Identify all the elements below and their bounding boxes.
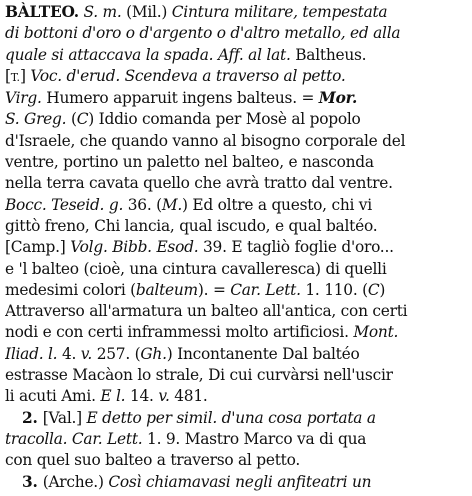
entry-line [5,131,467,152]
text-run: 1. 110. ( [300,280,368,299]
text-run: tracolla. Car. Lett. [5,429,143,448]
text-run: 1. 9. Mastro Marco va di qua [142,429,367,448]
text-run: gittò freno, Chi lancia, qual iscudo, e qual baltéo. [5,216,378,235]
text-run: e 'l balteo (cioè, una cintura cavalleresca) di quelli [5,259,387,278]
entry-line [5,429,467,450]
text-run: ) Ed oltre a questo, chi vi [182,195,372,214]
entry-line [5,322,467,343]
text-run: Virg. [5,89,42,108]
sense-number: 3. [22,472,43,491]
text-run: li acuti Ami. [5,387,101,406]
text-run: S. m. [78,3,122,21]
entry-line [5,2,467,23]
text-run: Car. Lett. [230,280,301,299]
text-run: Iliad. l. [5,344,58,363]
entry-line [5,386,467,407]
text-run: ( [66,110,77,129]
text-run: E detto per simil. d'una cosa portata a [86,408,376,427]
text-run: Voc. d'erud. Scendeva a traverso al petto. [30,66,346,85]
text-run: con quel suo balteo a traverso al petto. [5,451,300,470]
text-run: ] [19,66,31,85]
text-run: [Val.] [42,408,87,427]
entry-line [5,195,467,216]
entry-line [5,45,467,66]
text-run: S. Greg. [5,110,67,129]
text-run: E l. [100,387,126,406]
text-run: Così chiamavasi negli anfiteatri un [108,472,372,491]
text-run: v. [80,344,93,363]
entry-line [5,450,467,471]
text-run: 36. ( [123,195,162,214]
entry-line [5,365,467,386]
text-run: v. [158,387,170,406]
text-run: d'Israele, che quando vanno al bisogno corporale del [5,131,406,150]
text-run: T. [10,70,20,84]
entry-line [5,23,467,44]
text-run: (Mil.) [121,3,172,21]
text-run: [ [5,66,11,85]
text-run: ventre, portino un paletto nel balteo, e nasconda [5,153,374,172]
text-run: C [76,110,89,129]
text-run: Bocc. Teseid. g. [5,195,124,214]
entry-line [5,109,467,130]
text-run: di bottoni d'oro o d'argento o d'altro metallo, ed alla [5,24,401,43]
text-run: [Camp.] [5,238,71,257]
entry-line [5,344,467,365]
text-run: quale si attaccava la spada. Aff. al lat. [5,45,291,64]
dictionary-entry [5,2,467,493]
sense-number: 2. [22,408,43,427]
entry-line [5,152,467,173]
text-run: nodi e con certi inframmessi molto artificiosi. [5,323,354,342]
text-run: Cintura militare, tempestata [171,3,388,21]
text-run: Humero apparuit ingens balteus. = [41,89,319,108]
text-run: (Arche.) [42,472,109,491]
text-run: Mor. [318,89,358,108]
text-run: C [367,280,380,299]
text-run: M. [161,195,183,214]
text-run: 257. ( [92,344,141,363]
entry-line [5,408,467,429]
text-run: Attraverso all'armatura un balteo all'antica, con certi [5,302,408,321]
entry-line [5,216,467,237]
text-run: 39. E tagliò foglie d'oro... [198,238,394,257]
text-run: 481. [169,387,208,406]
entry-line [5,88,467,109]
text-run: nella terra cavata quello che avrà tratto dal ventre. [5,174,393,193]
text-run: Mont. [353,323,399,342]
text-run: Gh. [140,344,167,363]
entry-line [5,259,467,280]
text-run: ). = [197,280,231,299]
entry-line [5,301,467,322]
text-run: ) [379,280,386,299]
text-run: ) Iddio comanda per Mosè al popolo [88,110,361,129]
entry-line [5,237,467,258]
headword: BÀLTEO. [5,3,79,21]
text-run: medesimi colori ( [5,280,136,299]
text-run: 14. [125,387,159,406]
text-run: balteum [135,280,198,299]
text-run: ) Incontanente Dal baltéo [166,344,360,363]
text-run: Volg. Bibb. Esod. [70,238,199,257]
entry-line [5,280,467,301]
text-run: Baltheus. [290,45,367,64]
text-run: estrasse Macàon lo strale, Di cui curvàrsi nell'uscir [5,366,393,385]
entry-line [5,472,467,493]
entry-line [5,173,467,194]
text-run: 4. [57,344,81,363]
entry-line [5,66,467,88]
